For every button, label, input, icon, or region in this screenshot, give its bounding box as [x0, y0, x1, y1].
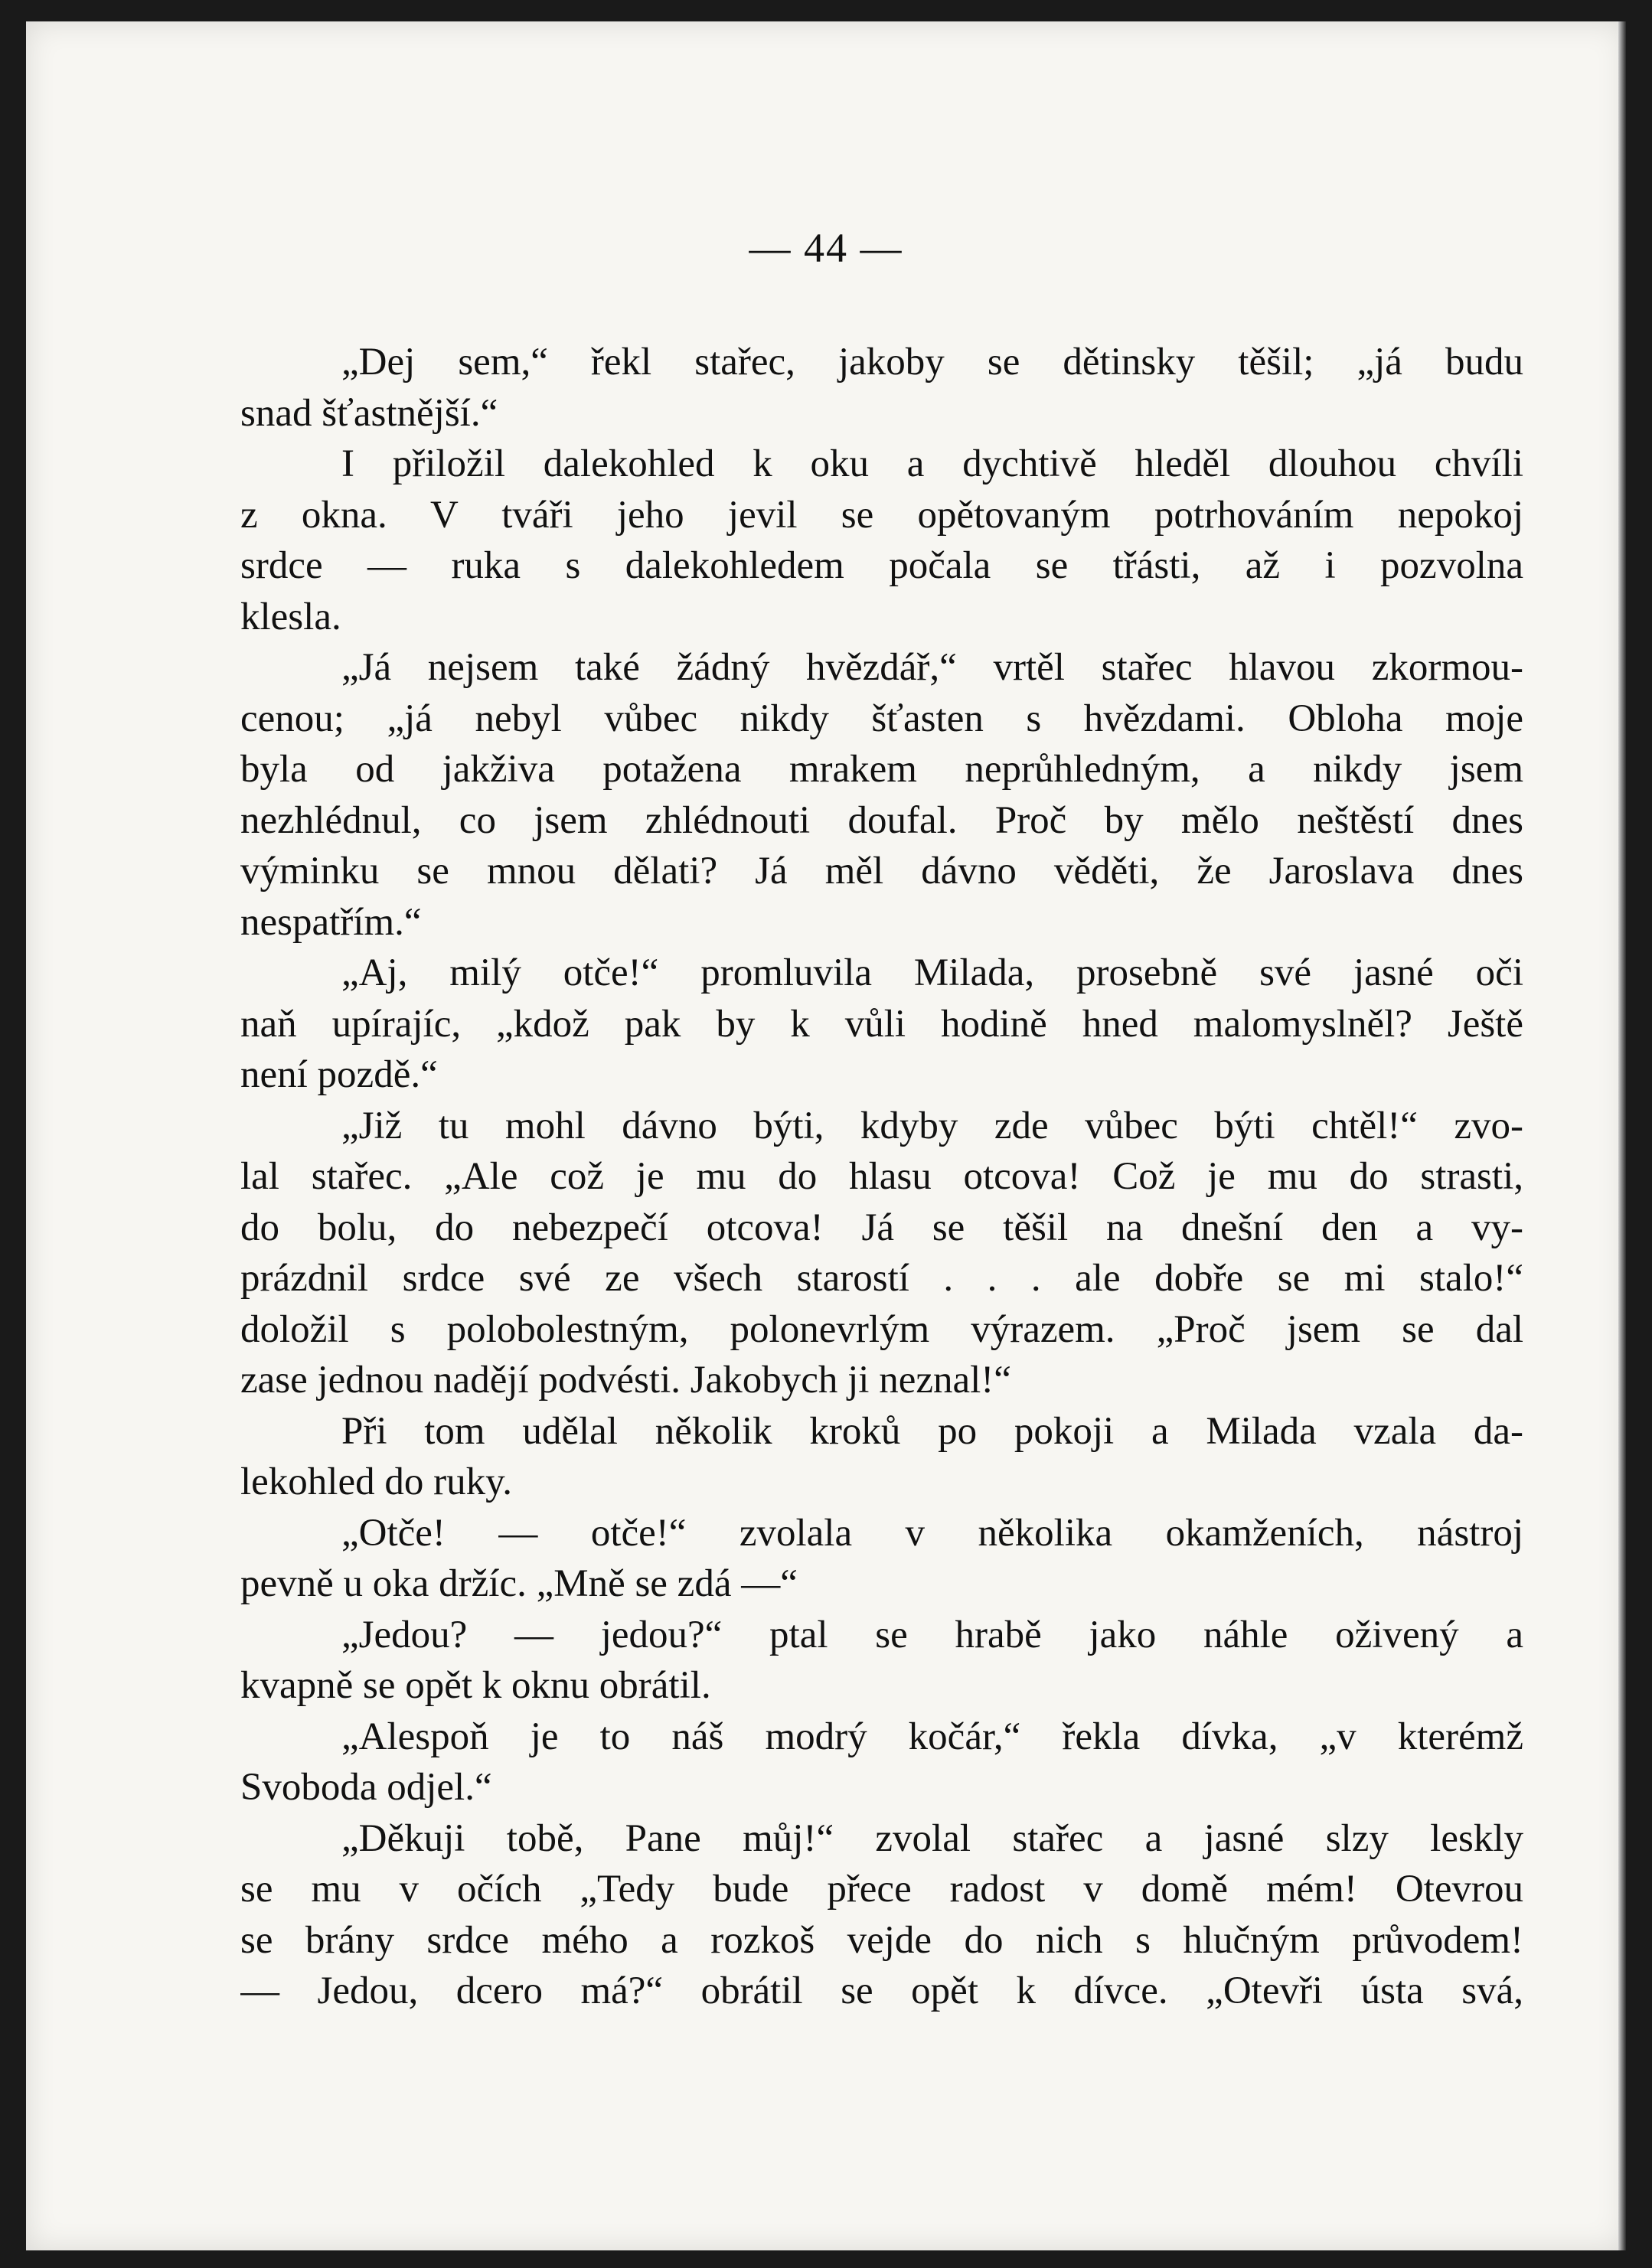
text-line: „Jedou? — jedou?“ ptal se hrabě jako náhle oživený a	[341, 1613, 1523, 1656]
text-line: výminku se mnou dělati? Já měl dávno věděti, že Jaroslava dnes	[240, 850, 1523, 893]
text-line: — Jedou, dcero má?“ obrátil se opět k dívce. „Otevři ústa svá,	[240, 1969, 1523, 2012]
text-line: do bolu, do nebezpečí otcova! Já se těšil na dnešní den a vy-	[240, 1206, 1523, 1249]
text-line: srdce — ruka s dalekohledem počala se třásti, až i pozvolna	[240, 544, 1523, 587]
text-line: zase jednou nadějí podvésti. Jakobych ji neznal!“	[240, 1359, 1011, 1402]
body-text	[240, 337, 1523, 2017]
text-line: „Otče! — otče!“ zvolala v několika okamženích, nástroj	[341, 1511, 1523, 1555]
text-line: lekohled do ruky.	[240, 1460, 513, 1503]
text-line: I přiložil dalekohled k oku a dychtivě hleděl dlouhou chvíli	[341, 442, 1523, 485]
page-number: — 44 —	[749, 225, 903, 271]
text-line: se brány srdce mého a rozkoš vejde do nich s hlučným průvodem!	[240, 1918, 1523, 1962]
text-line: klesla.	[240, 595, 341, 638]
text-line: „Již tu mohl dávno býti, kdyby zde vůbec býti chtěl!“ zvo-	[341, 1104, 1523, 1147]
text-line: z okna. V tváři jeho jevil se opětovaným potrhováním nepokoj	[240, 493, 1523, 537]
text-line: prázdnil srdce své ze všech starostí . . . ale dobře se mi stalo!“	[240, 1257, 1523, 1300]
text-line: se mu v očích „Tedy bude přece radost v domě mém! Otevrou	[240, 1868, 1523, 1911]
book-page	[26, 21, 1626, 2250]
text-line: nezhlédnul, co jsem zhlédnouti doufal. Proč by mělo neštěstí dnes	[240, 798, 1523, 842]
text-line: naň upírajíc, „kdož pak by k vůli hodině hned malomyslněl? Ještě	[240, 1002, 1523, 1046]
text-line: nespatřím.“	[240, 900, 422, 944]
text-line: „Děkuji tobě, Pane můj!“ zvolal stařec a jasné slzy leskly	[341, 1816, 1523, 1860]
text-line: lal stařec. „Ale což je mu do hlasu otcova! Což je mu do strasti,	[240, 1155, 1523, 1198]
text-line: pevně u oka držíc. „Mně se zdá —“	[240, 1562, 798, 1605]
text-line: „Aj, milý otče!“ promluvila Milada, prosebně své jasné oči	[341, 951, 1523, 994]
text-line: „Alespoň je to náš modrý kočár,“ řekla dívka, „v kterémž	[341, 1715, 1523, 1758]
text-line: „Já nejsem také žádný hvězdář,“ vrtěl stařec hlavou zkormou-	[341, 646, 1523, 689]
text-line: doložil s polobolestným, polonevrlým výrazem. „Proč jsem se dal	[240, 1307, 1523, 1351]
text-line: snad šťastnější.“	[240, 391, 498, 435]
page-edge	[1618, 21, 1626, 2250]
text-line: „Dej sem,“ řekl stařec, jakoby se dětinsky těšil; „já budu	[341, 341, 1523, 383]
text-line: není pozdě.“	[240, 1053, 438, 1096]
text-line: Při tom udělal několik kroků po pokoji a Milada vzala da-	[341, 1409, 1523, 1453]
text-line: kvapně se opět k oknu obrátil.	[240, 1664, 711, 1707]
text-line: byla od jakživa potažena mrakem neprůhledným, a nikdy jsem	[240, 748, 1523, 791]
text-line: Svoboda odjel.“	[240, 1766, 492, 1809]
text-line: cenou; „já nebyl vůbec nikdy šťasten s hvězdami. Obloha moje	[240, 697, 1523, 740]
